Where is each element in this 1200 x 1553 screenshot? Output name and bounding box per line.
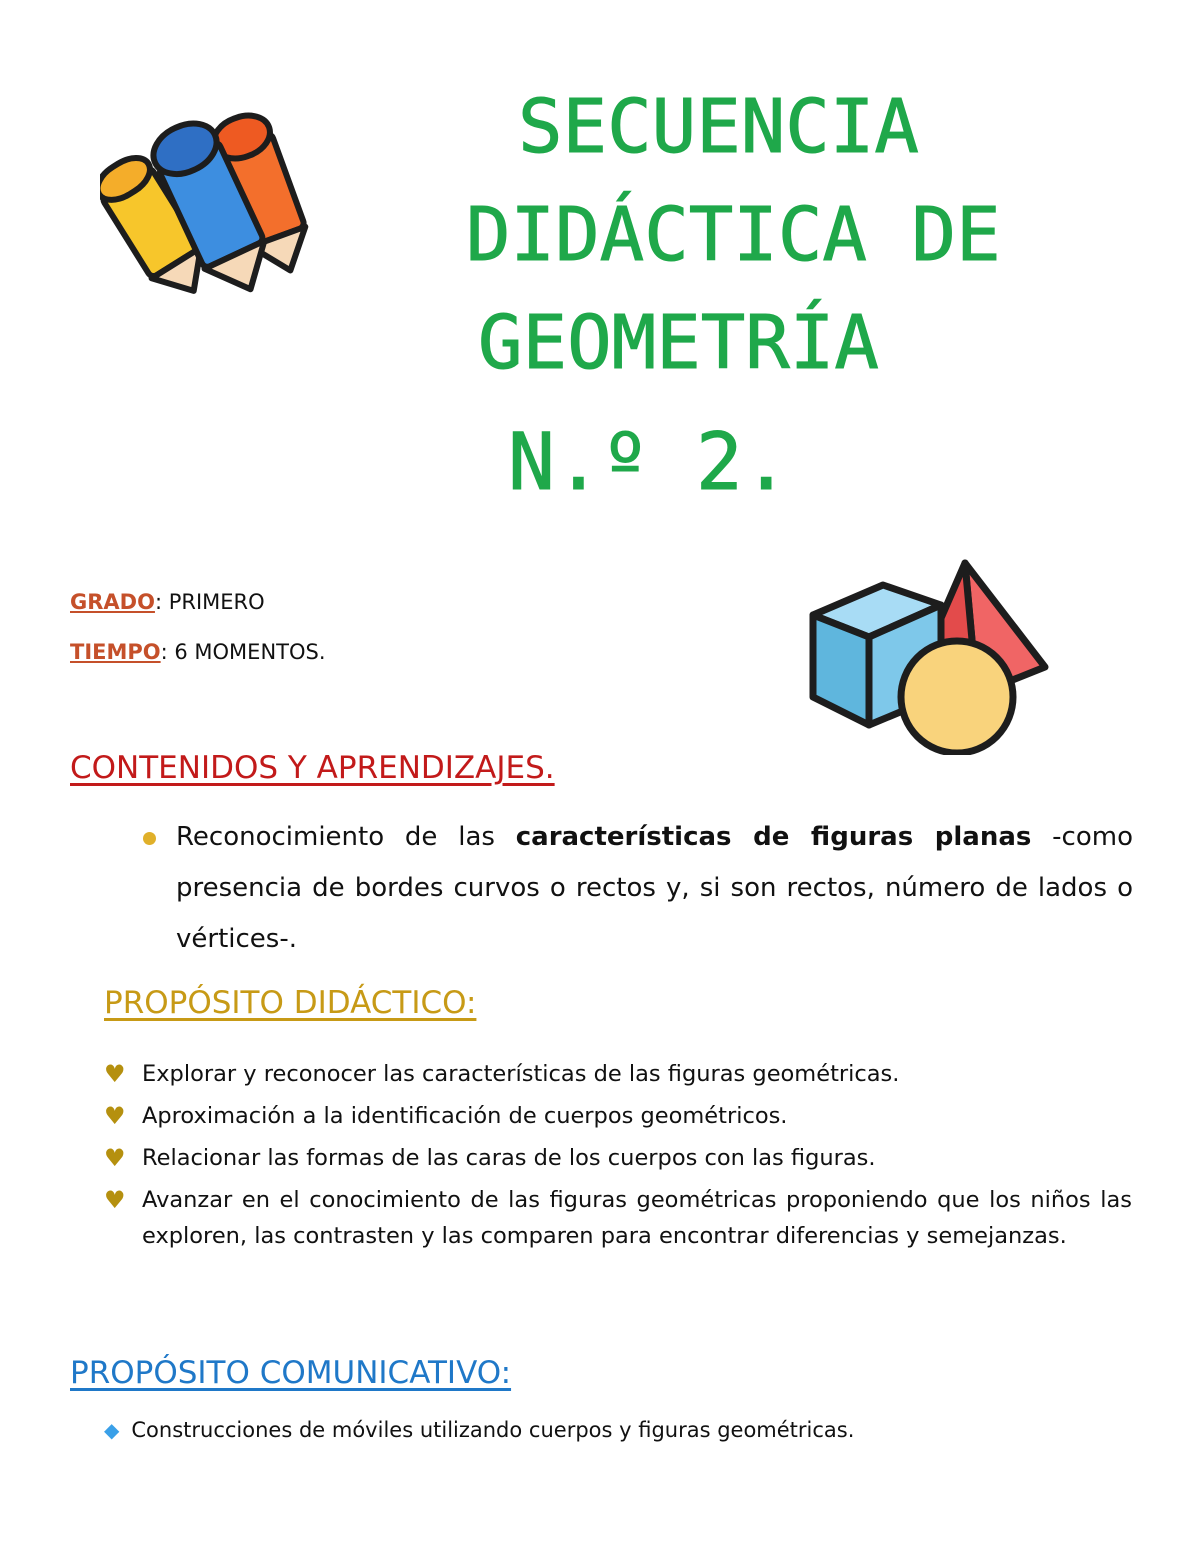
list-item [104, 1098, 1132, 1134]
list-item-text: Aproximación a la identificación de cuerpos geométricos. [142, 1103, 788, 1129]
proposito-didactico-list [104, 1056, 1132, 1260]
list-item-text: Avanzar en el conocimiento de las figuras geométricas proponiendo que los niños las exploren, las contrasten y las comparen para encontrar diferencias y semejanzas. [142, 1187, 1132, 1249]
list-item [104, 1056, 1132, 1092]
grado-value: : PRIMERO [154, 590, 265, 614]
diamond-icon: ◆ [104, 1418, 120, 1442]
list-item [104, 1418, 854, 1442]
title-line-3: GEOMETRÍA [478, 300, 879, 386]
tiempo-row [70, 640, 326, 664]
tiempo-label: TIEMPO [70, 640, 161, 664]
list-item [104, 1182, 1132, 1254]
heart-icon: ♥ [104, 1060, 126, 1088]
contenidos-heading: CONTENIDOS Y APRENDIZAJES. [70, 750, 555, 786]
heart-icon: ♥ [104, 1144, 126, 1172]
list-item-text: Explorar y reconocer las características de las figuras geométricas. [142, 1061, 900, 1087]
list-item [104, 1140, 1132, 1176]
title-line-1: SECUENCIA [518, 84, 919, 170]
contenidos-item-bold: características de figuras planas [515, 822, 1032, 852]
list-item-text: Relacionar las formas de las caras de los cuerpos con las figuras. [142, 1145, 876, 1171]
tiempo-value: : 6 MOMENTOS. [160, 640, 326, 664]
contenidos-list-item [143, 812, 1133, 965]
heart-icon: ♥ [104, 1102, 126, 1130]
colored-pencils-icon [100, 100, 315, 300]
sphere-shape [901, 641, 1013, 753]
title-line-4: N.º 2. [508, 418, 790, 508]
bullet-dot-icon [143, 832, 156, 845]
grado-label: GRADO [70, 590, 155, 614]
title-line-2: DIDÁCTICA DE [466, 192, 1001, 278]
contenidos-item-prefix: Reconocimiento de las [176, 822, 516, 852]
contenidos-item-suffix: -como presencia de bordes curvos o rectos y, si son rectos, número de lados o vértices-. [176, 822, 1133, 954]
list-item-text: Construcciones de móviles utilizando cuerpos y figuras geométricas. [131, 1418, 855, 1442]
geometric-shapes-icon [805, 555, 1053, 755]
heart-icon: ♥ [104, 1186, 126, 1214]
grado-row [70, 590, 265, 614]
contenidos-item-text [143, 812, 1133, 965]
proposito-didactico-heading: PROPÓSITO DIDÁCTICO: [104, 985, 477, 1021]
proposito-comunicativo-heading: PROPÓSITO COMUNICATIVO: [70, 1355, 512, 1391]
